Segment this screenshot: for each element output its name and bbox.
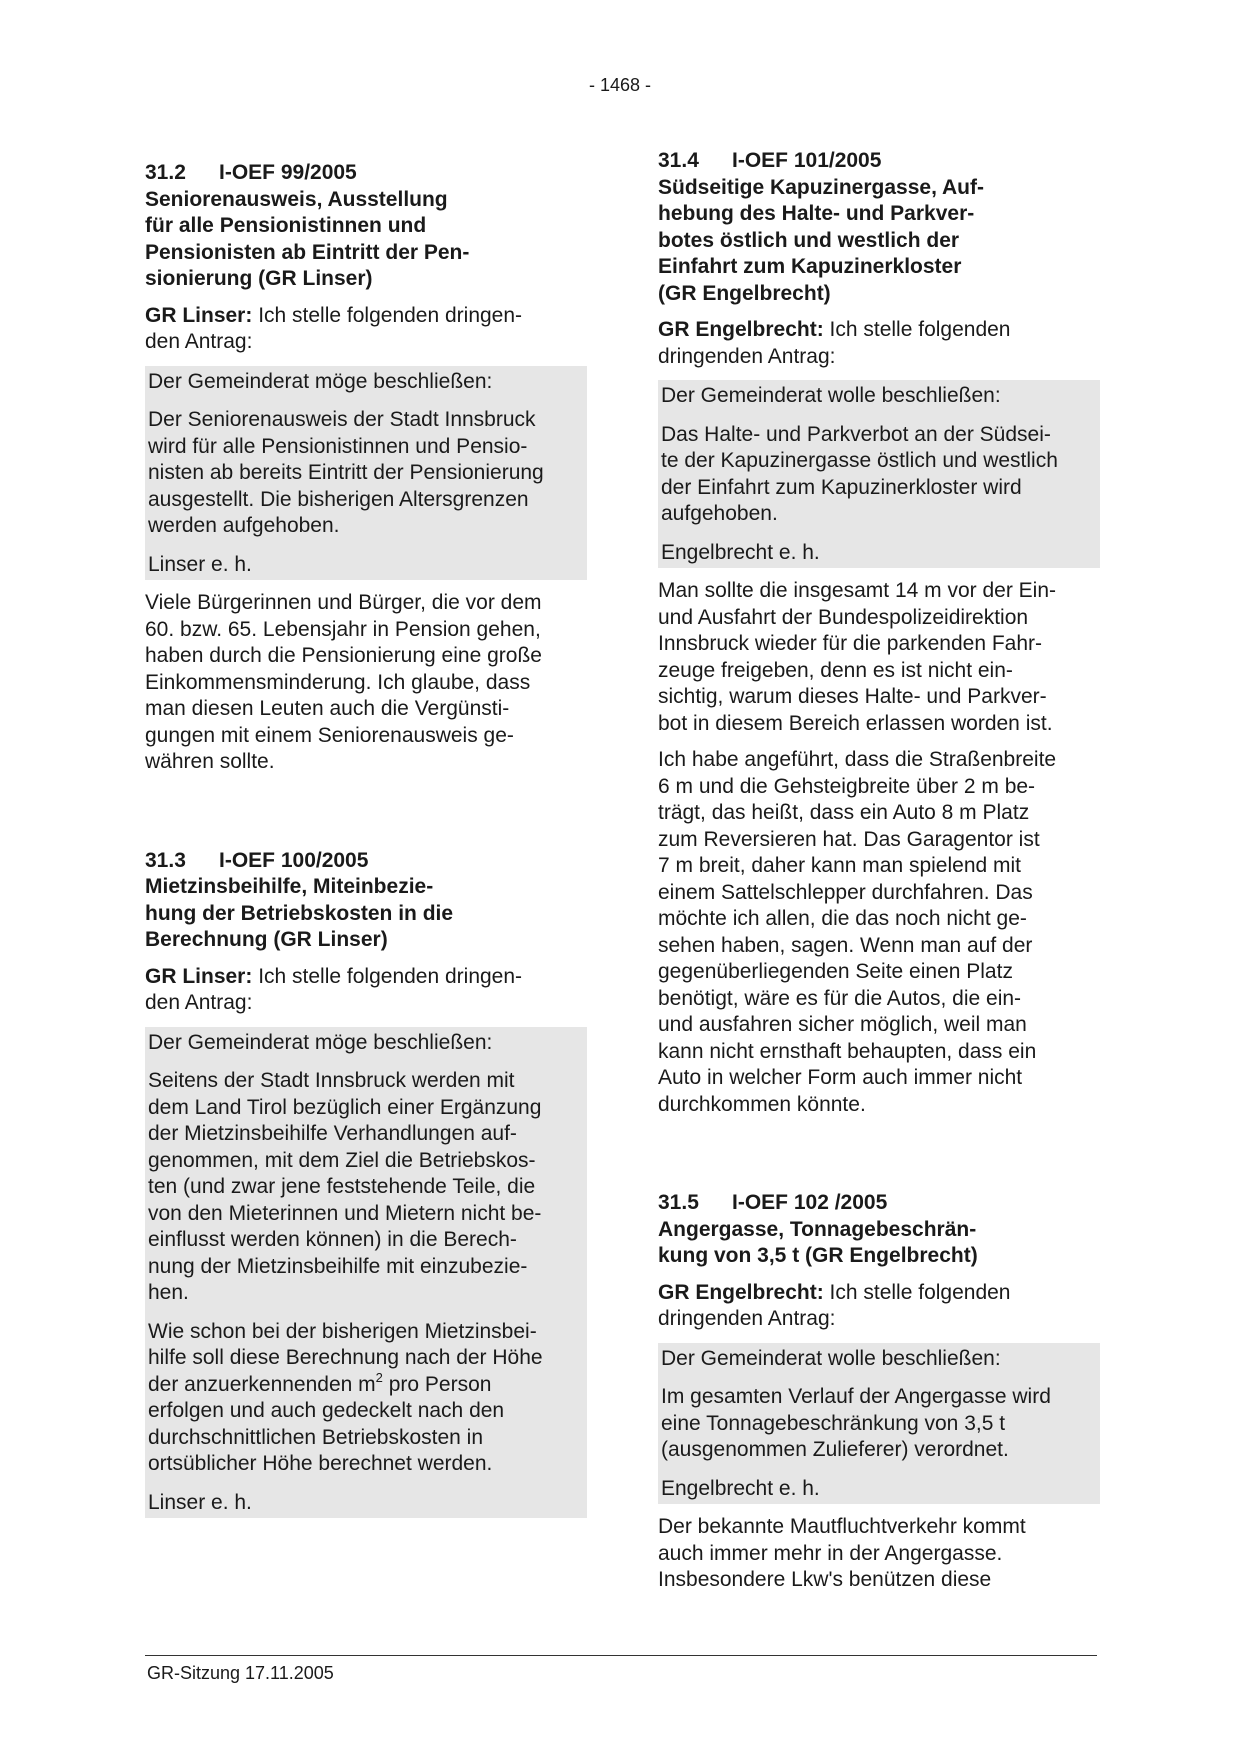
speaker-intro xyxy=(658,317,1100,370)
section-heading xyxy=(658,148,1100,175)
speaker-intro xyxy=(145,303,587,356)
motion-signature: Engelbrecht e. h. xyxy=(661,1476,820,1500)
right-column xyxy=(658,148,1100,1604)
motion-box xyxy=(145,1027,587,1519)
section-reference: I-OEF 99/2005 xyxy=(219,161,357,184)
motion-signature: Linser e. h. xyxy=(148,552,252,576)
section-31-4 xyxy=(658,148,1100,1118)
section-heading xyxy=(145,160,587,187)
motion-text: Im gesamten Verlauf der Angergasse wird eine Tonnagebeschränkung von 3,5 t (ausgenommen Zulieferer) verordnet. xyxy=(661,1385,1051,1461)
motion-box xyxy=(658,380,1100,568)
intro-text: Ich stelle folgenden dringenden Antrag: xyxy=(658,1280,1011,1330)
intro-text: Ich stelle folgenden dringenden Antrag: xyxy=(658,318,1011,368)
left-column xyxy=(145,160,587,1528)
section-reference: I-OEF 101/2005 xyxy=(732,149,882,172)
motion-text-2 xyxy=(148,1319,584,1490)
section-title: Südseitige Kapuzinergasse, Auf- hebung des Halte- und Parkver- botes östlich und westlich der Einfahrt zum Kapuzinerkloster (GR Engelbrecht) xyxy=(658,175,984,305)
section-title: Seniorenausweis, Ausstellung für alle Pensionistinnen und Pensionisten ab Eintritt der Pen- sionierung (GR Linser) xyxy=(145,187,470,290)
speaker-intro xyxy=(145,964,587,1017)
section-number: 31.3 xyxy=(145,848,186,872)
section-number: 31.4 xyxy=(658,149,699,172)
motion-signature: Engelbrecht e. h. xyxy=(661,540,820,564)
speaker-name: GR Engelbrecht: xyxy=(658,318,824,341)
speech-body: Der bekannte Mautfluchtverkehr kommt auch immer mehr in der Angergasse. Insbesondere Lkw's benützen diese xyxy=(658,1515,1026,1591)
section-31-3 xyxy=(145,848,587,1519)
section-31-5 xyxy=(658,1190,1100,1594)
motion-box xyxy=(658,1343,1100,1505)
motion-text: Das Halte- und Parkverbot an der Südsei- te der Kapuzinergasse östlich und westlich der Einfahrt zum Kapuzinerkloster wird aufgehoben. xyxy=(661,422,1058,525)
speaker-intro xyxy=(658,1280,1100,1333)
motion-signature: Linser e. h. xyxy=(148,1490,252,1514)
motion-heading: Der Gemeinderat möge beschließen: xyxy=(148,1030,493,1054)
superscript: 2 xyxy=(375,1369,383,1385)
motion-box xyxy=(145,366,587,581)
motion-text-2-part-a: Wie schon bei der bisherigen Mietzinsbei- hilfe soll diese Berechnung nach der Höhe der anzuerkennenden m xyxy=(148,1319,543,1396)
motion-heading: Der Gemeinderat wolle beschließen: xyxy=(661,1346,1001,1370)
section-heading xyxy=(145,848,587,875)
section-31-2 xyxy=(145,160,587,776)
section-title: Angergasse, Tonnagebeschrän- kung von 3,5 t (GR Engelbrecht) xyxy=(658,1217,978,1267)
motion-heading: Der Gemeinderat wolle beschließen: xyxy=(661,384,1001,407)
motion-text: Seitens der Stadt Innsbruck werden mit dem Land Tirol bezüglich einer Ergänzung der Mietzinsbeihilfe Verhandlungen auf- genommen, mit dem Ziel die Betriebskos- ten (und zwar jene feststehende Teile, die von den Mieterinnen und Mietern nicht be- einflusst werden können) in die Berech- nung der Mietzinsbeihilfe mit einzubezie- hen. xyxy=(148,1069,542,1304)
motion-heading: Der Gemeinderat möge beschließen: xyxy=(148,369,493,393)
section-reference: I-OEF 100/2005 xyxy=(219,848,369,872)
page-number: - 1468 - xyxy=(588,75,652,95)
section-heading xyxy=(658,1190,1100,1217)
footer-session-date: GR-Sitzung 17.11.2005 xyxy=(147,1663,334,1683)
speaker-name: GR Linser: xyxy=(145,964,253,988)
footer-divider xyxy=(145,1655,1097,1656)
section-number: 31.5 xyxy=(658,1191,699,1214)
motion-text: Der Seniorenausweis der Stadt Innsbruck wird für alle Pensionistinnen und Pensio- nisten ab bereits Eintritt der Pensionierung ausgestellt. Die bisherigen Altersgrenzen werden aufgehoben. xyxy=(148,408,544,537)
section-title: Mietzinsbeihilfe, Miteinbezie- hung der Betriebskosten in die Berechnung (GR Linser) xyxy=(145,875,454,951)
speech-body-2: Ich habe angeführt, dass die Straßenbreite 6 m und die Gehsteigbreite über 2 m be- trägt, das heißt, dass ein Auto 8 m Platz zum Reversieren hat. Das Garagentor ist 7 m breit, daher kann man spielend mit einem Sattelschlepper durchfahren. Das möchte ich allen, die das noch nicht ge- sehen haben, sagen. Wenn man auf der gegenüberliegenden Seite einen Platz benötigt, wäre es für die Autos, die ein- und ausfahren sicher möglich, weil man kann nicht ernsthaft behaupten, dass ein Auto in welcher Form auch immer nicht durchkommen könnte. xyxy=(658,748,1057,1116)
intro-text: Ich stelle folgenden dringen- den Antrag: xyxy=(145,964,523,1014)
speech-body-1: Man sollte die insgesamt 14 m vor der Ein- und Ausfahrt der Bundespolizeidirektion Innsbruck wieder für die parkenden Fahr- zeuge freigeben, denn es ist nicht ein- sichtig, warum dieses Halte- und Parkver- bot in diesem Bereich erlassen worden ist. xyxy=(658,579,1057,735)
section-reference: I-OEF 102 /2005 xyxy=(732,1191,888,1214)
speaker-name: GR Linser: xyxy=(145,303,253,327)
intro-text: Ich stelle folgenden dringen- den Antrag: xyxy=(145,303,523,353)
speech-body: Viele Bürgerinnen und Bürger, die vor dem 60. bzw. 65. Lebensjahr in Pension gehen, haben durch die Pensionierung eine große Einkommensminderung. Ich glaube, dass man diesen Leuten auch die Vergünsti- gungen mit einem Seniorenausweis ge- währen sollte. xyxy=(145,591,542,773)
section-number: 31.2 xyxy=(145,161,186,184)
motion-text-2-part-b: pro Person erfolgen und auch gedeckelt nach den durchschnittlichen Betriebskosten in ortsüblicher Höhe berechnet werden. xyxy=(148,1372,505,1475)
speaker-name: GR Engelbrecht: xyxy=(658,1280,824,1304)
